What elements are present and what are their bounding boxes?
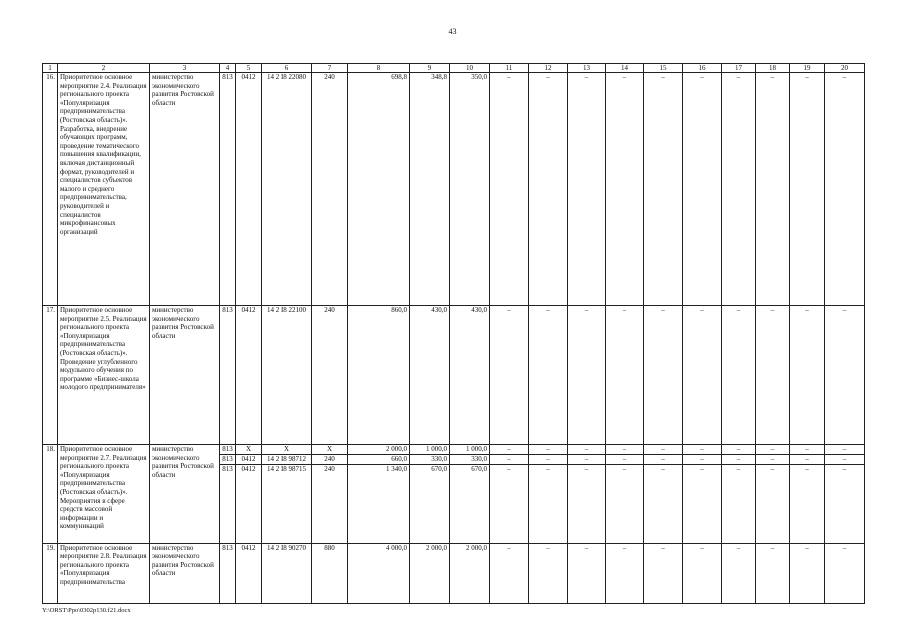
target-article-code: 14 2 I8 98712 [262, 455, 312, 465]
year-amount: – [756, 455, 790, 465]
header-cell: 20 [825, 64, 865, 73]
year-amount: – [790, 543, 825, 603]
year-amount: – [644, 445, 683, 455]
row-number: 19. [43, 543, 58, 603]
year-amount: – [756, 464, 790, 543]
year-amount: – [606, 445, 644, 455]
year-amount: – [606, 455, 644, 465]
year-amount: 1 000,0 [450, 445, 490, 455]
year-amount: – [644, 306, 683, 445]
year-amount: 430,0 [450, 306, 490, 445]
year-amount: 2 000,0 [410, 543, 450, 603]
page-number: 43 [448, 27, 457, 36]
year-amount: – [722, 445, 756, 455]
header-cell: 5 [236, 64, 262, 73]
year-amount: – [490, 455, 529, 465]
executor-cell: министерство экономического развития Ростовской области [150, 306, 220, 445]
section-code: 0412 [236, 543, 262, 603]
year-amount: – [490, 543, 529, 603]
total-amount: 2 000,0 [348, 445, 410, 455]
year-amount: – [722, 464, 756, 543]
expense-type-code: Х [312, 445, 348, 455]
year-amount: – [683, 445, 722, 455]
header-cell: 14 [606, 64, 644, 73]
target-article-code: Х [262, 445, 312, 455]
year-amount: 430,0 [410, 306, 450, 445]
header-cell: 1 [43, 64, 58, 73]
year-amount: – [568, 73, 606, 306]
year-amount: – [529, 445, 568, 455]
year-amount: – [790, 306, 825, 445]
grbs-code: 813 [220, 464, 236, 543]
year-amount: – [790, 445, 825, 455]
expense-type-code: 240 [312, 464, 348, 543]
year-amount: 330,0 [410, 455, 450, 465]
year-amount: – [606, 464, 644, 543]
expense-type-code: 240 [312, 306, 348, 445]
year-amount: – [606, 73, 644, 306]
grbs-code: 813 [220, 73, 236, 306]
year-amount: – [644, 455, 683, 465]
table-row [43, 73, 865, 306]
section-code: 0412 [236, 455, 262, 465]
year-amount: 348,8 [410, 73, 450, 306]
activity-name: Приоритетное основное мероприятие 2.7. Реализация регионального проекта «Популяризация предпринимательства (Ростовская область)». Мероприятия в сфере средств массовой информации и коммуникаций [58, 445, 150, 544]
year-amount: – [568, 306, 606, 445]
year-amount: – [490, 445, 529, 455]
target-article-code: 14 2 I8 22100 [262, 306, 312, 445]
executor-cell: министерство экономического развития Ростовской области [150, 445, 220, 544]
year-amount: – [790, 73, 825, 306]
year-amount: – [529, 306, 568, 445]
table-row [43, 306, 865, 445]
row-number: 16. [43, 73, 58, 306]
year-amount: – [529, 543, 568, 603]
year-amount: – [825, 464, 865, 543]
header-cell: 6 [262, 64, 312, 73]
year-amount: 670,0 [450, 464, 490, 543]
year-amount: – [825, 543, 865, 603]
executor-cell: министерство экономического развития Ростовской области [150, 73, 220, 306]
year-amount: – [529, 464, 568, 543]
header-cell: 18 [756, 64, 790, 73]
year-amount: – [756, 306, 790, 445]
year-amount: – [644, 73, 683, 306]
table-row [43, 445, 865, 455]
year-amount: 2 000,0 [450, 543, 490, 603]
section-code: Х [236, 445, 262, 455]
year-amount: 330,0 [450, 455, 490, 465]
activity-name: Приоритетное основное мероприятие 2.8. Реализация регионального проекта «Популяризация предпринимательства [58, 543, 150, 603]
grbs-code: 813 [220, 306, 236, 445]
year-amount: – [490, 306, 529, 445]
activity-name: Приоритетное основное мероприятие 2.5. Реализация регионального проекта «Популяризация предпринимательства (Ростовская область)». Проведение углубленного модульного обучения по программе «Бизнес-школа молодого предпринимателя» [58, 306, 150, 445]
section-code: 0412 [236, 73, 262, 306]
expense-type-code: 240 [312, 73, 348, 306]
year-amount: – [683, 543, 722, 603]
year-amount: 350,0 [450, 73, 490, 306]
expense-type-code: 880 [312, 543, 348, 603]
grbs-code: 813 [220, 455, 236, 465]
total-amount: 860,0 [348, 306, 410, 445]
activity-name: Приоритетное основное мероприятие 2.4. Реализация регионального проекта «Популяризация предпринимательства (Ростовская область)». Разработка, внедрение обучающих программ, проведение тематического повышения квалификации, включая дистанционный формат, руководителей и специалистов субъектов малого и среднего предпринимательства, руководителей и специалистов микрофинансовых организаций [58, 73, 150, 306]
year-amount: – [644, 543, 683, 603]
header-row [43, 64, 865, 73]
total-amount: 4 000,0 [348, 543, 410, 603]
year-amount: – [568, 455, 606, 465]
year-amount: – [825, 73, 865, 306]
header-cell: 19 [790, 64, 825, 73]
year-amount: – [825, 306, 865, 445]
header-cell: 4 [220, 64, 236, 73]
row-number: 17. [43, 306, 58, 445]
expense-type-code: 240 [312, 455, 348, 465]
target-article-code: 14 2 I8 22080 [262, 73, 312, 306]
header-cell: 16 [683, 64, 722, 73]
executor-cell: министерство экономического развития Ростовской области [150, 543, 220, 603]
year-amount: – [722, 306, 756, 445]
header-cell: 3 [150, 64, 220, 73]
grbs-code: 813 [220, 543, 236, 603]
year-amount: – [568, 445, 606, 455]
header-cell: 17 [722, 64, 756, 73]
total-amount: 698,8 [348, 73, 410, 306]
year-amount: – [683, 306, 722, 445]
header-cell: 7 [312, 64, 348, 73]
table-row [43, 543, 865, 603]
section-code: 0412 [236, 306, 262, 445]
year-amount: – [722, 455, 756, 465]
header-cell: 10 [450, 64, 490, 73]
budget-table [42, 63, 865, 604]
total-amount: 660,0 [348, 455, 410, 465]
year-amount: – [683, 464, 722, 543]
year-amount: – [606, 306, 644, 445]
header-cell: 2 [58, 64, 150, 73]
header-cell: 11 [490, 64, 529, 73]
year-amount: – [825, 455, 865, 465]
year-amount: – [722, 73, 756, 306]
year-amount: – [490, 73, 529, 306]
year-amount: – [683, 455, 722, 465]
year-amount: 670,0 [410, 464, 450, 543]
grbs-code: 813 [220, 445, 236, 455]
row-number: 18. [43, 445, 58, 544]
year-amount: – [490, 464, 529, 543]
year-amount: – [529, 73, 568, 306]
target-article-code: 14 2 I8 90270 [262, 543, 312, 603]
year-amount: – [790, 455, 825, 465]
year-amount: – [756, 543, 790, 603]
year-amount: – [756, 73, 790, 306]
header-cell: 15 [644, 64, 683, 73]
year-amount: – [683, 73, 722, 306]
header-cell: 9 [410, 64, 450, 73]
header-cell: 8 [348, 64, 410, 73]
footer-file-path: Y:\ORST\Ppo\0302p130.f21.docx [42, 607, 131, 614]
year-amount: – [568, 543, 606, 603]
header-cell: 12 [529, 64, 568, 73]
year-amount: – [790, 464, 825, 543]
year-amount: 1 000,0 [410, 445, 450, 455]
year-amount: – [606, 543, 644, 603]
year-amount: – [644, 464, 683, 543]
year-amount: – [756, 445, 790, 455]
header-cell: 13 [568, 64, 606, 73]
year-amount: – [722, 543, 756, 603]
section-code: 0412 [236, 464, 262, 543]
total-amount: 1 340,0 [348, 464, 410, 543]
target-article-code: 14 2 I8 98715 [262, 464, 312, 543]
year-amount: – [529, 455, 568, 465]
year-amount: – [825, 445, 865, 455]
year-amount: – [568, 464, 606, 543]
